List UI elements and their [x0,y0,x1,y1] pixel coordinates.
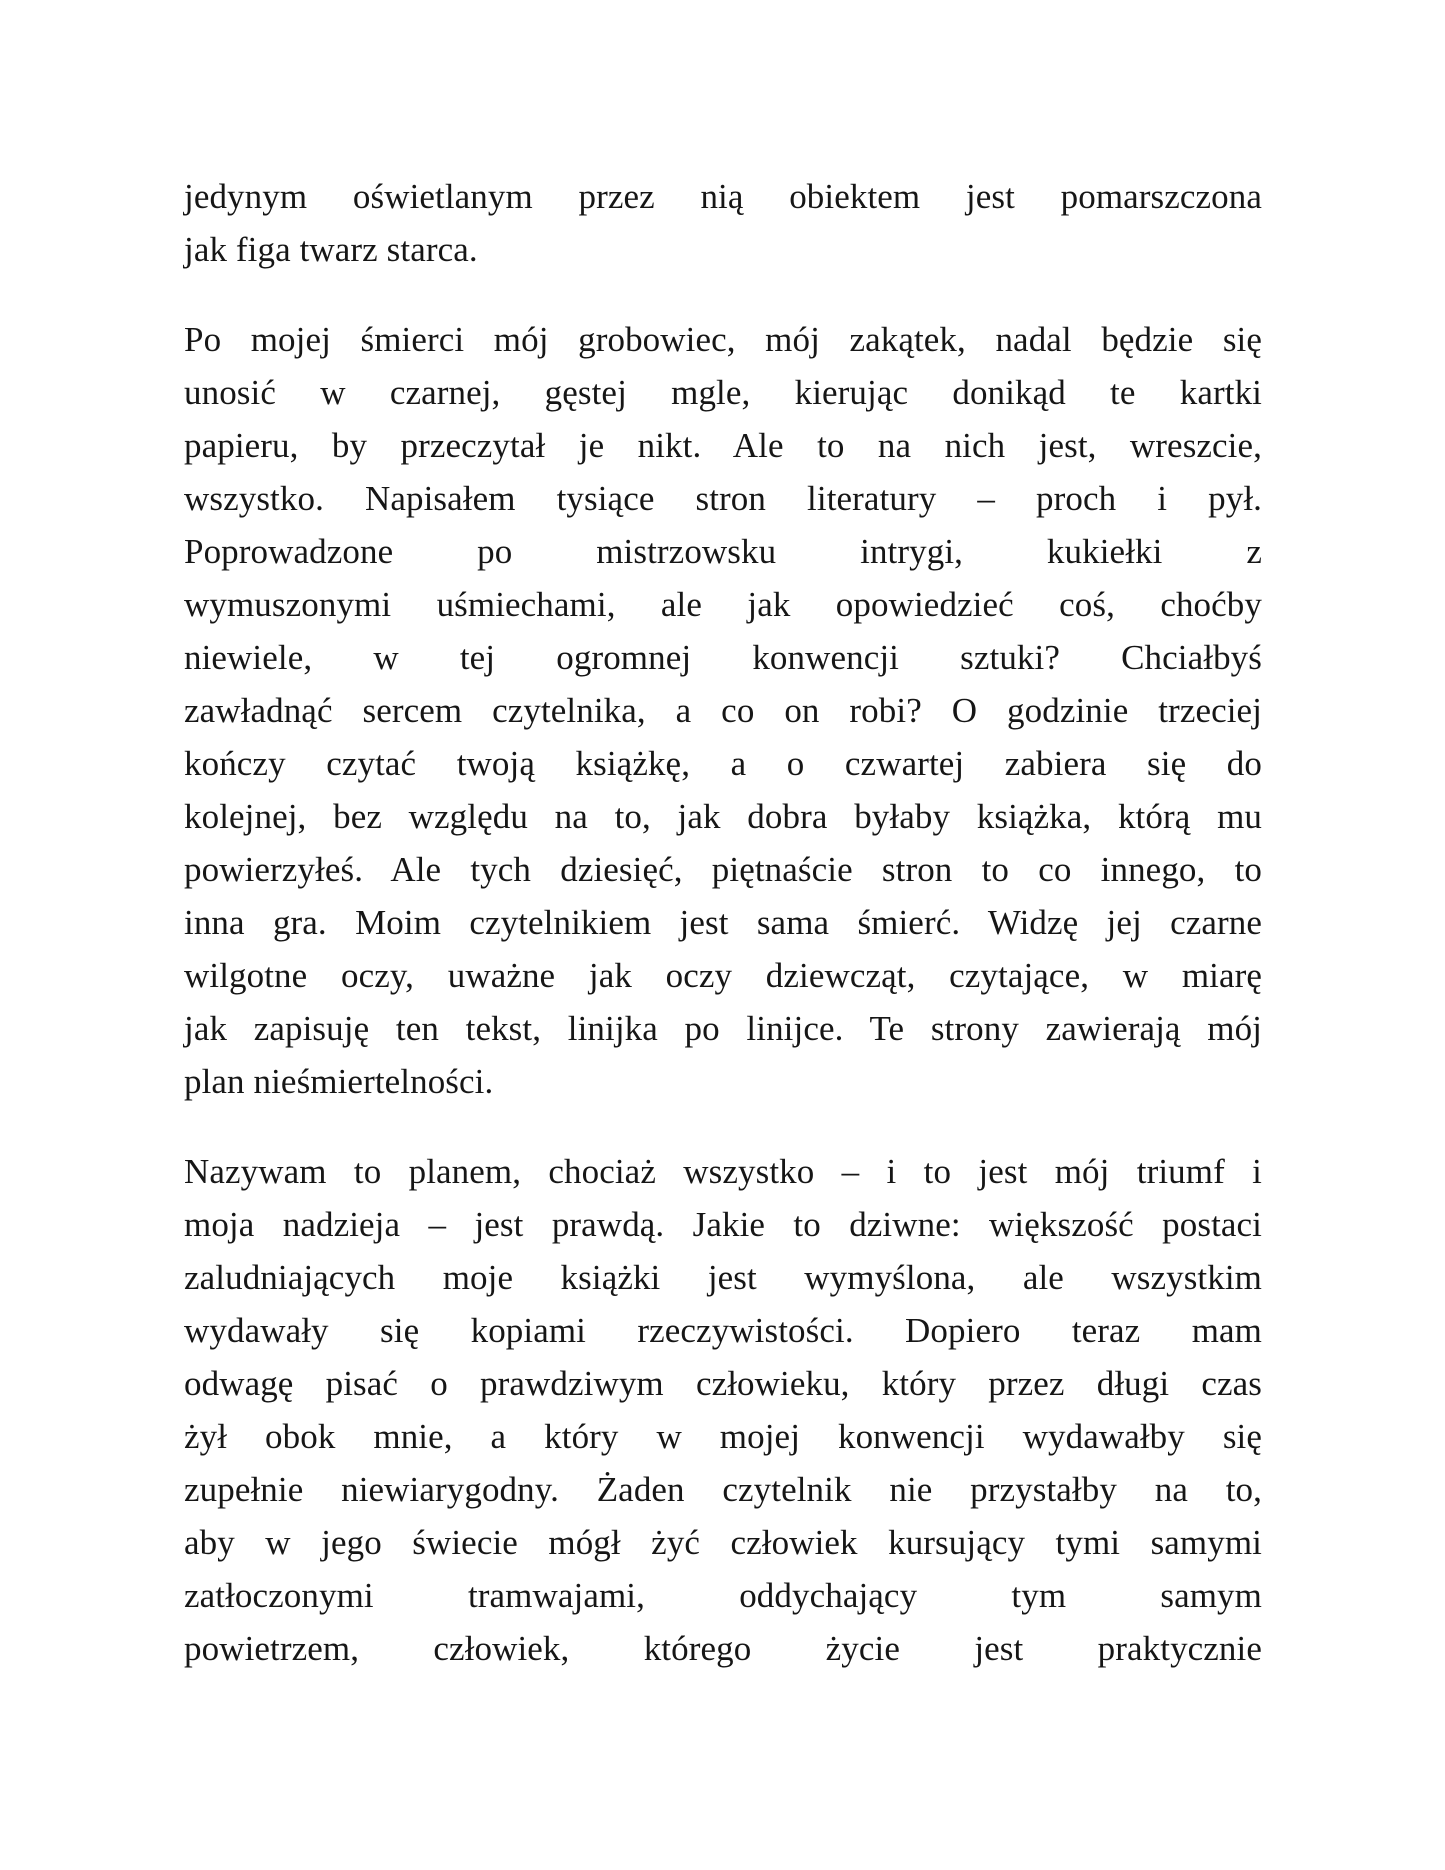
text-line: niewiele, w tej ogromnej konwencji sztuki? Chciałbyś [184,638,1262,677]
text-line: powietrzem, człowiek, którego życie jest praktycznie [184,1629,1262,1668]
text-line: zaludniających moje książki jest wymyślona, ale wszystkim [184,1258,1262,1297]
paragraph [184,170,1262,276]
text-line: Poprowadzone po mistrzowsku intrygi, kukiełki z [184,532,1262,571]
text-line: wilgotne oczy, uważne jak oczy dziewcząt, czytające, w miarę [184,956,1262,995]
text-line: odwagę pisać o prawdziwym człowieku, który przez długi czas [184,1364,1262,1403]
text-line: aby w jego świecie mógł żyć człowiek kursujący tymi samymi [184,1523,1262,1562]
text-line: żył obok mnie, a który w mojej konwencji wydawałby się [184,1417,1262,1456]
text-line: jak zapisuję ten tekst, linijka po linijce. Te strony zawierają mój [184,1009,1262,1048]
text-line: zatłoczonymi tramwajami, oddychający tym samym [184,1576,1262,1615]
text-line: jedynym oświetlanym przez nią obiektem jest pomarszczona [184,177,1262,216]
text-line: kończy czytać twoją książkę, a o czwartej zabiera się do [184,744,1262,783]
text-line: zawładnąć sercem czytelnika, a co on robi? O godzinie trzeciej [184,691,1262,730]
text-line: wszystko. Napisałem tysiące stron literatury – proch i pył. [184,479,1262,518]
paragraph [184,1145,1262,1675]
text-line: kolejnej, bez względu na to, jak dobra byłaby książka, którą mu [184,797,1262,836]
text-line: Nazywam to planem, chociaż wszystko – i to jest mój triumf i [184,1152,1262,1191]
text-line: zupełnie niewiarygodny. Żaden czytelnik nie przystałby na to, [184,1470,1262,1509]
text-line: moja nadzieja – jest prawdą. Jakie to dziwne: większość postaci [184,1205,1262,1244]
text-line: plan nieśmiertelności. [184,1062,494,1101]
text-line: wydawały się kopiami rzeczywistości. Dopiero teraz mam [184,1311,1262,1350]
text-line: wymuszonymi uśmiechami, ale jak opowiedzieć coś, choćby [184,585,1262,624]
text-line: jak figa twarz starca. [184,230,478,269]
text-line: inna gra. Moim czytelnikiem jest sama śmierć. Widzę jej czarne [184,903,1262,942]
paragraph [184,313,1262,1108]
text-line: papieru, by przeczytał je nikt. Ale to na nich jest, wreszcie, [184,426,1262,465]
text-line: powierzyłeś. Ale tych dziesięć, piętnaście stron to co innego, to [184,850,1262,889]
text-column [184,170,1262,1675]
text-line: Po mojej śmierci mój grobowiec, mój zakątek, nadal będzie się [184,320,1262,359]
text-line: unosić w czarnej, gęstej mgle, kierując donikąd te kartki [184,373,1262,412]
